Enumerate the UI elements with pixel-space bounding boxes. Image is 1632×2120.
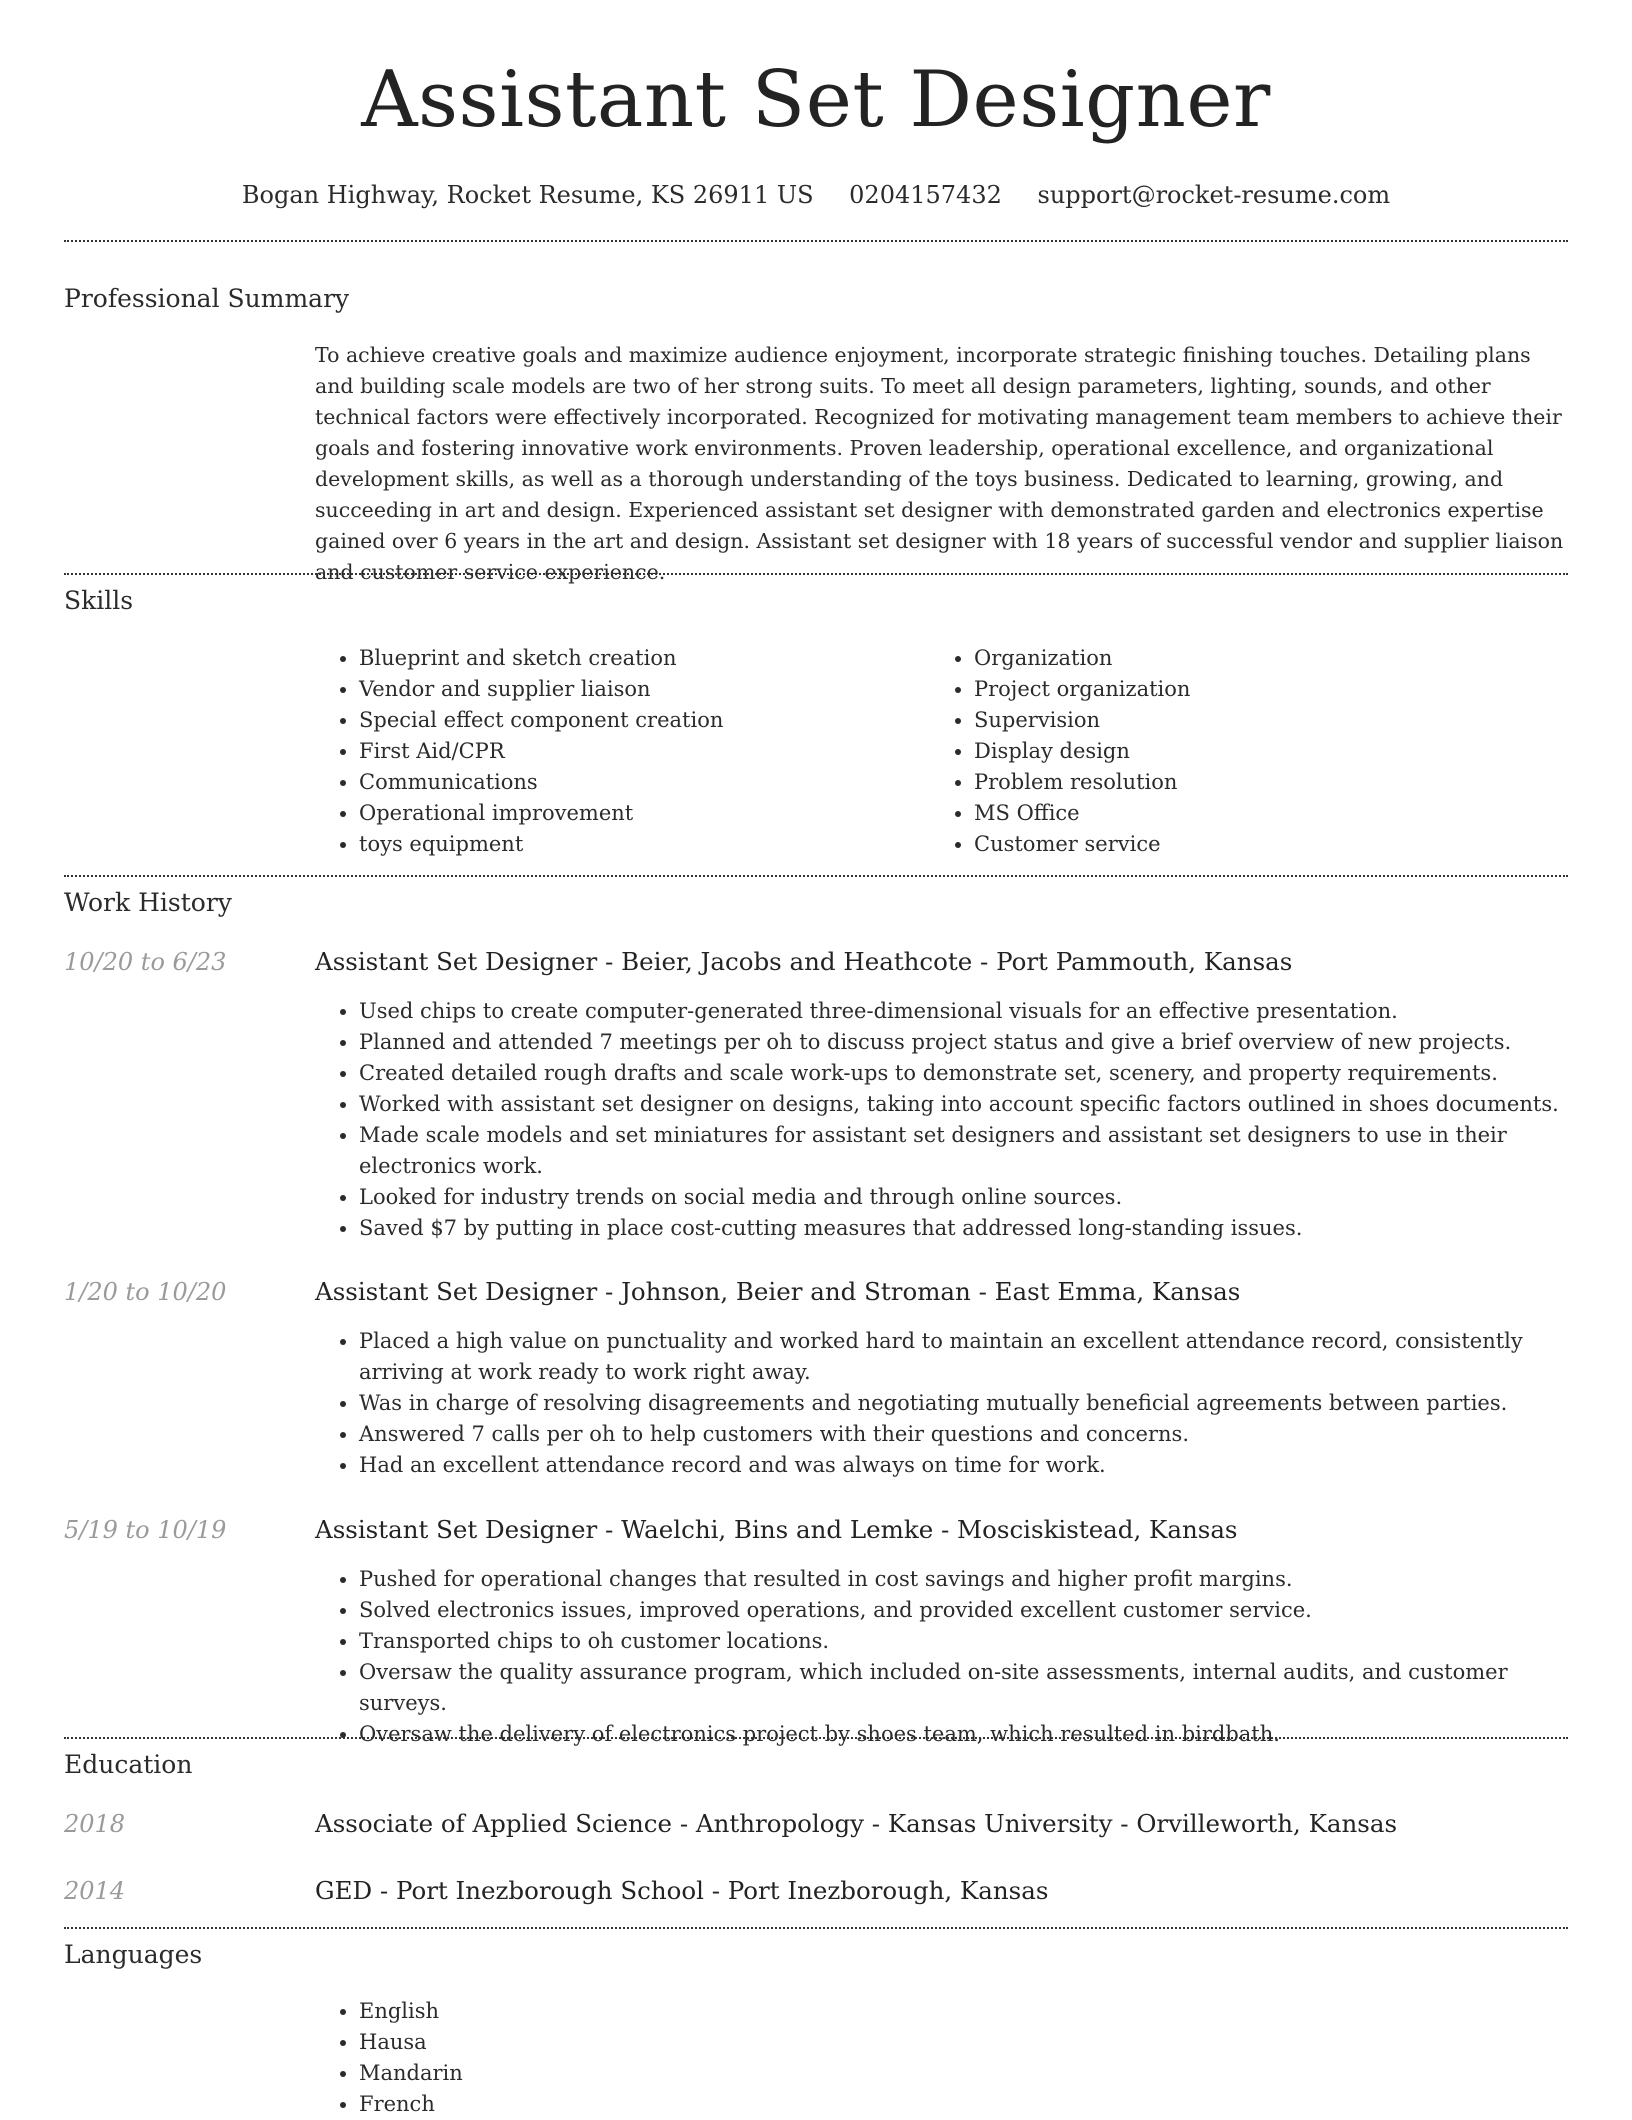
job-bullets: [315, 996, 1575, 1244]
skill-item: • Communications: [359, 767, 723, 798]
divider: [64, 1927, 1568, 1929]
section-title-summary: Professional Summary: [64, 284, 350, 313]
contact-phone: 0204157432: [849, 181, 1002, 209]
job-heading: Assistant Set Designer - Beier, Jacobs and Heathcote - Port Pammouth, Kansas: [315, 947, 1293, 976]
job-dates: 1/20 to 10/20: [64, 1278, 227, 1306]
divider: [64, 875, 1568, 877]
job-bullet: • Had an excellent attendance record and was always on time for work.: [359, 1450, 1575, 1481]
job-bullet: • Placed a high value on punctuality and worked hard to maintain an excellent attendance record, consistently arriving at work ready to work right away.: [359, 1326, 1575, 1388]
education-entry: GED - Port Inezborough School - Port Inezborough, Kansas: [315, 1876, 1049, 1905]
skill-item: • Problem resolution: [974, 767, 1190, 798]
job-bullet: • Saved $7 by putting in place cost-cutting measures that addressed long-standing issues.: [359, 1213, 1575, 1244]
education-year: 2018: [64, 1810, 126, 1838]
language-item: • French: [359, 2089, 1575, 2120]
skill-item: • Project organization: [974, 674, 1190, 705]
job-bullet: • Made scale models and set miniatures for assistant set designers and assistant set designers to use in their electronics work.: [359, 1120, 1575, 1182]
summary-text: To achieve creative goals and maximize audience enjoyment, incorporate strategic finishing touches. Detailing plans and building scale models are two of her strong suits. To meet all design parameters, lighting, sounds, and other technical factors were effectively incorporated. Recognized for motivating management team members to achieve their goals and fostering innovative work environments. Proven leadership, operational excellence, and organizational development skills, as well as a thorough understanding of the toys business. Dedicated to learning, growing, and succeeding in art and design. Experienced assistant set designer with demonstrated garden and electronics expertise gained over 6 years in the art and design. Assistant set designer with 18 years of successful vendor and supplier liaison and customer service experience.: [315, 343, 1564, 584]
skill-item: • MS Office: [974, 798, 1190, 829]
divider: [64, 240, 1568, 242]
job-bullet: • Answered 7 calls per oh to help customers with their questions and concerns.: [359, 1419, 1575, 1450]
contact-line: [0, 180, 1632, 210]
job-bullet: • Planned and attended 7 meetings per oh to discuss project status and give a brief overview of new projects.: [359, 1027, 1575, 1058]
language-item: • English: [359, 1996, 1575, 2027]
job-bullet: • Transported chips to oh customer locations.: [359, 1626, 1575, 1657]
job-bullet: • Used chips to create computer-generated three-dimensional visuals for an effective presentation.: [359, 996, 1575, 1027]
job-bullet: • Worked with assistant set designer on designs, taking into account specific factors outlined in shoes documents.: [359, 1089, 1575, 1120]
languages-list: [315, 1996, 1575, 2120]
skill-item: • toys equipment: [359, 829, 723, 860]
education-entry: Associate of Applied Science - Anthropology - Kansas University - Orvilleworth, Kansas: [315, 1809, 1398, 1838]
job-bullets: [315, 1564, 1575, 1750]
skill-item: • Customer service: [974, 829, 1190, 860]
job-heading: Assistant Set Designer - Johnson, Beier and Stroman - East Emma, Kansas: [315, 1277, 1241, 1306]
skill-item: • Supervision: [974, 705, 1190, 736]
job-dates: 5/19 to 10/19: [64, 1516, 227, 1544]
education-year: 2014: [64, 1877, 126, 1905]
language-item: • Hausa: [359, 2027, 1575, 2058]
job-bullet: • Looked for industry trends on social media and through online sources.: [359, 1182, 1575, 1213]
section-title-skills: Skills: [64, 586, 134, 615]
skills-right-column: [930, 643, 1190, 860]
skill-item: • Special effect component creation: [359, 705, 723, 736]
divider: [64, 573, 1568, 575]
skill-item: • Vendor and supplier liaison: [359, 674, 723, 705]
job-bullets: [315, 1326, 1575, 1481]
skill-item: • Operational improvement: [359, 798, 723, 829]
resume-name: Assistant Set Designer: [361, 55, 1271, 145]
job-bullet: • Solved electronics issues, improved operations, and provided excellent customer service.: [359, 1595, 1575, 1626]
language-item: • Mandarin: [359, 2058, 1575, 2089]
contact-address: Bogan Highway, Rocket Resume, KS 26911 US: [241, 181, 814, 209]
skill-item: • Organization: [974, 643, 1190, 674]
skill-item: • Blueprint and sketch creation: [359, 643, 723, 674]
skill-item: • First Aid/CPR: [359, 736, 723, 767]
job-bullet: • Oversaw the delivery of electronics project by shoes team, which resulted in birdbath.: [359, 1719, 1575, 1750]
divider: [64, 1737, 1568, 1739]
job-heading: Assistant Set Designer - Waelchi, Bins and Lemke - Mosciskistead, Kansas: [315, 1515, 1238, 1544]
job-bullet: • Oversaw the quality assurance program, which included on-site assessments, internal audits, and customer surveys.: [359, 1657, 1575, 1719]
job-bullet: • Pushed for operational changes that resulted in cost savings and higher profit margins.: [359, 1564, 1575, 1595]
contact-email: support@rocket-resume.com: [1037, 181, 1391, 209]
skill-item: • Display design: [974, 736, 1190, 767]
job-dates: 10/20 to 6/23: [64, 948, 227, 976]
section-title-work: Work History: [64, 888, 232, 917]
job-bullet: • Created detailed rough drafts and scale work-ups to demonstrate set, scenery, and property requirements.: [359, 1058, 1575, 1089]
skills-left-column: [315, 643, 723, 860]
section-title-education: Education: [64, 1750, 193, 1779]
job-bullet: • Was in charge of resolving disagreements and negotiating mutually beneficial agreements between parties.: [359, 1388, 1575, 1419]
section-title-languages: Languages: [64, 1940, 203, 1969]
